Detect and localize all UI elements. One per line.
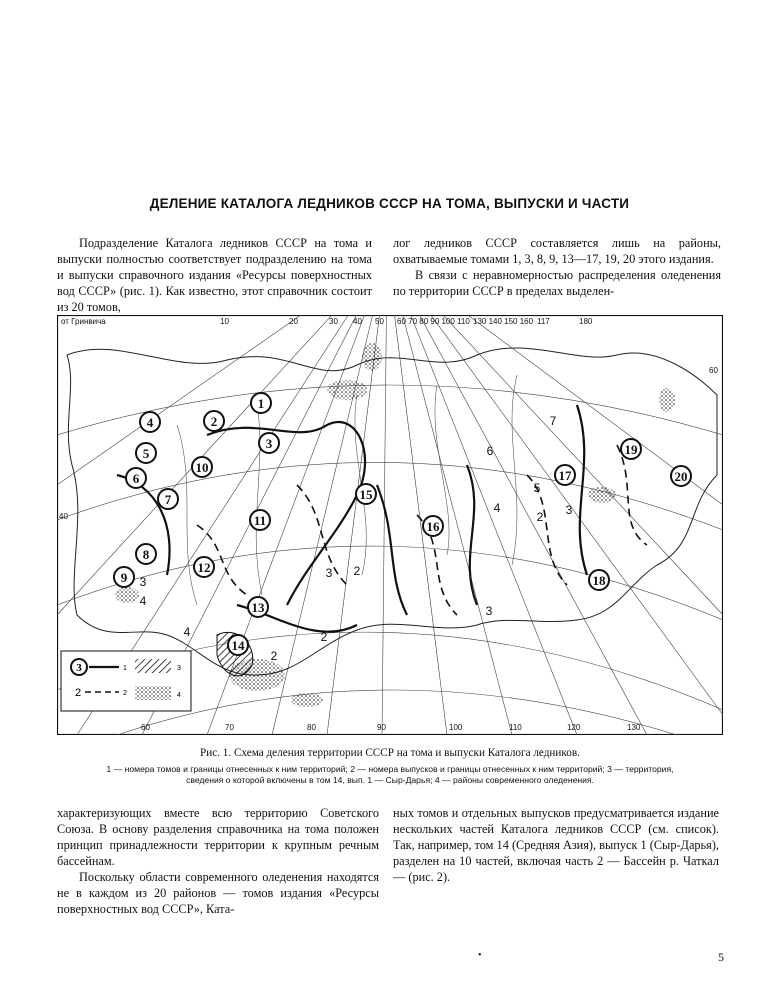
volume-marker: [356, 484, 376, 504]
svg-text:3: 3: [76, 662, 82, 674]
legend-label: 1: [123, 665, 127, 672]
map-tick: 50: [375, 317, 384, 326]
volume-marker: [204, 411, 224, 431]
paragraph: характеризующих вместе всю территорию Советского Союза. В основу разделения справочника на тома положен принцип принадлежности территории к крупным речным бассейнам.: [57, 806, 379, 868]
svg-text:17: 17: [558, 468, 572, 483]
svg-text:7: 7: [164, 492, 172, 507]
svg-text:5: 5: [142, 446, 150, 461]
volume-marker: [140, 412, 160, 432]
volume-marker: [423, 516, 443, 536]
volume-marker: [194, 557, 214, 577]
map-tick: 20: [289, 317, 298, 326]
map-tick: 110: [509, 723, 522, 732]
svg-text:20: 20: [674, 469, 688, 484]
paragraph: В связи с неравномерностью распределения оледенения по территории СССР в пределах выделен-: [393, 268, 721, 298]
map-tick: 60: [709, 366, 718, 375]
ussr-glacier-catalog-map: [57, 315, 723, 735]
map-tick: 40: [59, 512, 68, 521]
svg-text:8: 8: [142, 547, 150, 562]
text-column-1: [57, 235, 372, 315]
volume-marker: [136, 544, 156, 564]
map-tick: 117: [537, 317, 550, 326]
legend-label: 4: [177, 692, 181, 699]
map-tick: 130 140 150 160: [473, 317, 534, 326]
map-legend: [61, 651, 191, 711]
map-tick: 60 70 80 90 100 110: [397, 317, 470, 326]
issue-number: 3: [139, 575, 147, 589]
stray-mark: •: [478, 950, 482, 961]
svg-text:2: 2: [210, 414, 218, 429]
issue-number: 7: [549, 414, 557, 428]
paragraph: лог ледников СССР составляется лишь на районы, охватываемые томами 1, 3, 8, 9, 13—17, 19, 20 этого издания.: [393, 236, 721, 266]
map-tick: 180: [579, 317, 593, 326]
issue-number: 4: [493, 501, 501, 515]
volume-marker: [192, 457, 212, 477]
map-top-label: от Гринвича: [61, 317, 106, 326]
svg-text:15: 15: [359, 487, 373, 502]
page-title: ДЕЛЕНИЕ КАТАЛОГА ЛЕДНИКОВ СССР НА ТОМА, ВЫПУСКИ И ЧАСТИ: [149, 196, 630, 211]
issue-number: 5: [533, 481, 541, 495]
volume-marker: [259, 433, 279, 453]
map-tick: 90: [377, 723, 386, 732]
volume-marker: [158, 489, 178, 509]
svg-text:1: 1: [257, 396, 265, 411]
text-column-4: [393, 805, 719, 885]
volume-marker: [248, 597, 268, 617]
svg-text:13: 13: [251, 600, 265, 615]
issue-number: 3: [485, 604, 493, 618]
svg-text:12: 12: [197, 560, 211, 575]
issue-number: 6: [486, 444, 494, 458]
volume-marker: [136, 443, 156, 463]
legend-label: 2: [123, 690, 127, 697]
svg-text:16: 16: [426, 519, 440, 534]
svg-text:19: 19: [624, 442, 638, 457]
issue-number: 2: [353, 564, 361, 578]
map-tick: 60: [141, 723, 150, 732]
volume-marker: [114, 567, 134, 587]
page-number: 5: [718, 950, 724, 964]
text-column-3: [57, 805, 379, 917]
legend-note-line: сведения о которой включены в том 14, вып. 1 — Сыр-Дарья; 4 — районы современного оледенения.: [186, 775, 594, 785]
volume-marker: [671, 466, 691, 486]
map-tick: 10: [220, 317, 229, 326]
map-tick: 130: [627, 723, 641, 732]
svg-text:9: 9: [120, 570, 128, 585]
svg-text:10: 10: [195, 460, 209, 475]
figure-caption: Рис. 1. Схема деления территории СССР на тома и выпуски Каталога ледников.: [200, 747, 580, 759]
legend-note-line: 1 — номера томов и границы отнесенных к ним территорий; 2 — номера выпусков и границы отнесенных к ним территорий; 3 — территория,: [106, 764, 674, 774]
text-column-2: [393, 235, 721, 299]
volume-marker: [251, 393, 271, 413]
map-tick: 40: [353, 317, 362, 326]
svg-text:6: 6: [132, 471, 140, 486]
map-tick: 80: [307, 723, 316, 732]
svg-text:11: 11: [253, 513, 267, 528]
svg-text:18: 18: [592, 573, 606, 588]
figure-legend-note: [57, 764, 723, 786]
issue-number: 2: [320, 630, 328, 644]
volume-marker: [555, 465, 575, 485]
volume-marker: [228, 635, 248, 655]
issue-number: 4: [183, 625, 191, 639]
volume-marker: [621, 439, 641, 459]
svg-text:4: 4: [146, 415, 154, 430]
svg-text:3: 3: [265, 436, 273, 451]
volume-marker: [589, 570, 609, 590]
issue-number: 2: [270, 649, 278, 663]
volume-marker: [250, 510, 270, 530]
issue-number: 3: [565, 503, 573, 517]
issue-number: 4: [139, 594, 147, 608]
svg-text:14: 14: [231, 638, 245, 653]
map-tick: 120: [567, 723, 581, 732]
map-tick: 100: [449, 723, 463, 732]
issue-number: 3: [325, 566, 333, 580]
paragraph: ных томов и отдельных выпусков предусматривается издание нескольких частей Каталога ледников СССР (см. список). Так, например, том 14 (Средняя Азия), выпуск 1 (Сыр-Дарья), разделен на 10 частей, включая часть 2 — Бассейн р. Чаткал — (рис. 2).: [393, 806, 719, 884]
issue-number: 2: [536, 510, 544, 524]
map-tick: 30: [329, 317, 338, 326]
paragraph: Подразделение Каталога ледников СССР на тома и выпуски полностью соответствует подразделению на тома и выпуски справочного издания «Ресурсы поверхностных вод СССР» (рис. 1). Как известно, этот справочник состоит из 20 томов,: [57, 236, 372, 314]
map-tick: 70: [225, 723, 234, 732]
paragraph: Поскольку области современного оледенения находятся не в каждом из 20 районов — томов издания «Ресурсы поверхностных вод СССР», Ката-: [57, 870, 379, 916]
legend-label: 3: [177, 665, 181, 672]
volume-marker: [126, 468, 146, 488]
svg-text:2: 2: [75, 687, 82, 699]
